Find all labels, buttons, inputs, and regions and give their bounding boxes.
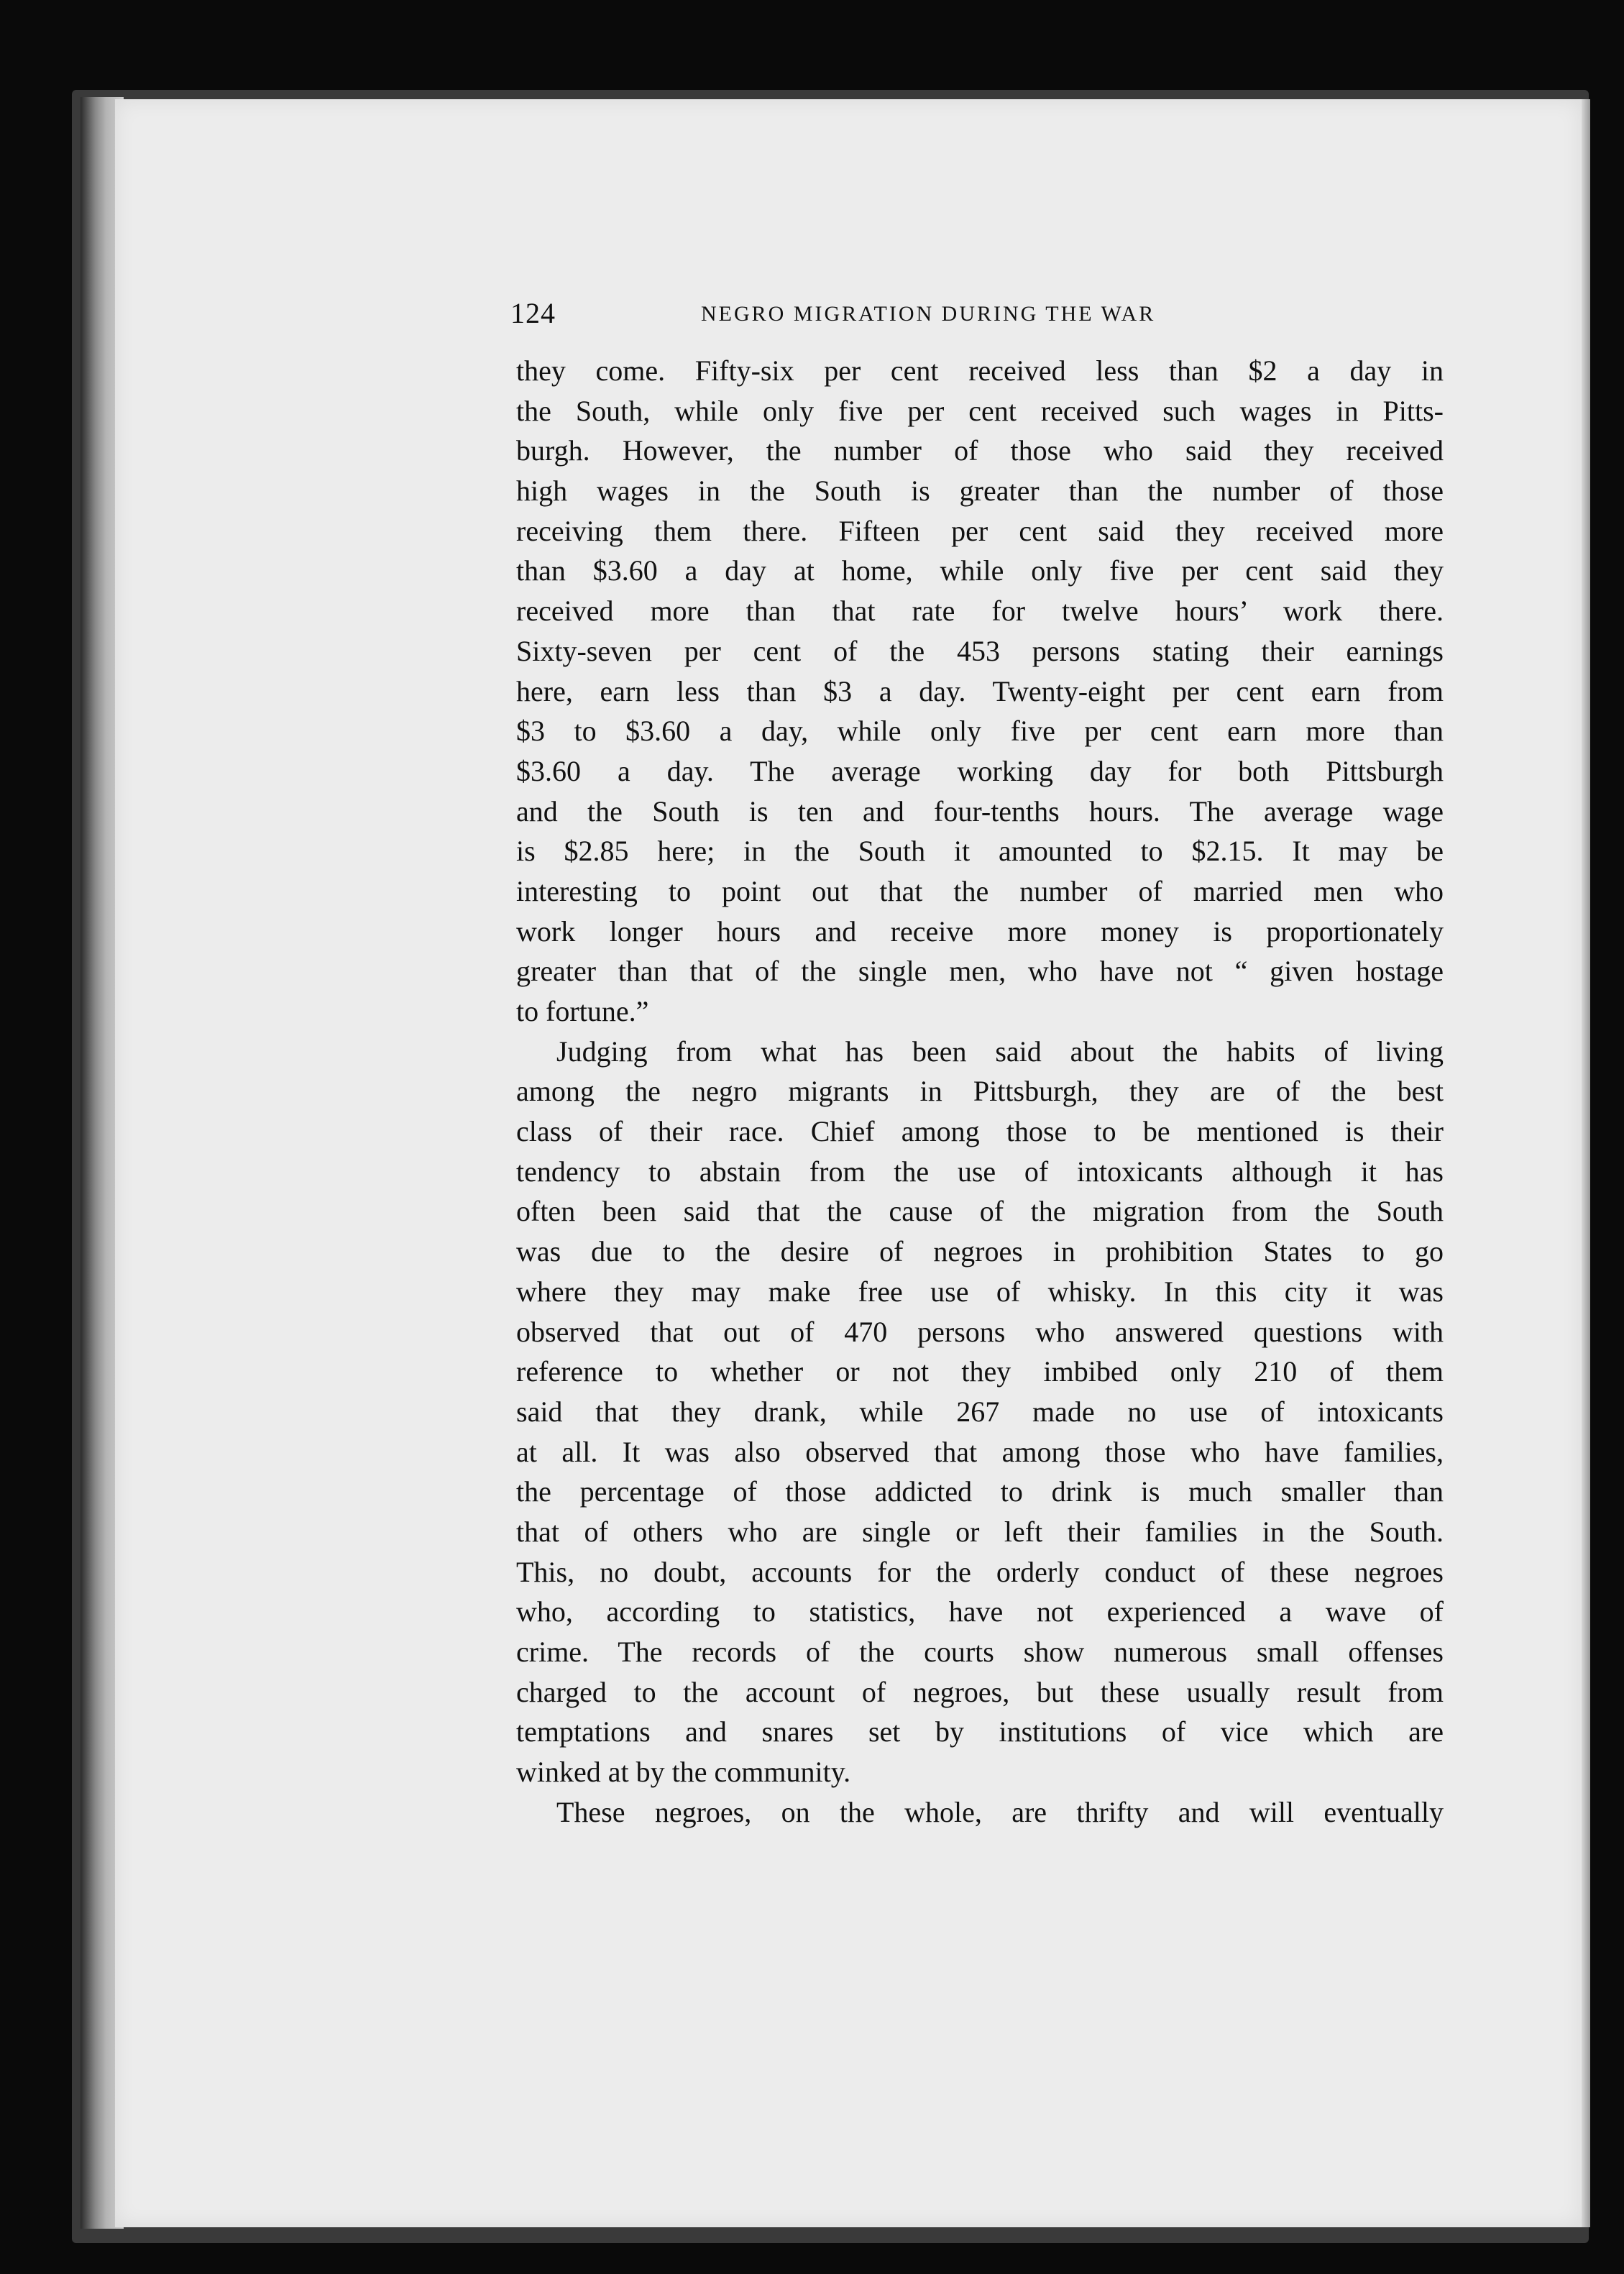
paragraph-start-line: These negroes, on the whole, are thrifty and will eventually — [556, 1795, 1444, 1828]
body-text — [516, 351, 1444, 1832]
text-line: the South, while only five per cent received such wages in Pitts- — [516, 394, 1444, 427]
text-line: where they may make free use of whisky. In this city it was — [516, 1275, 1444, 1308]
text-line: among the negro migrants in Pittsburgh, they are of the best — [516, 1075, 1444, 1108]
text-line: received more than that rate for twelve hours’ work there. — [516, 595, 1444, 628]
text-line: receiving them there. Fifteen per cent said they received more — [516, 514, 1444, 547]
paragraph-start-line: Judging from what has been said about the habits of living — [556, 1035, 1444, 1068]
text-line: here, earn less than $3 a day. Twenty-eight per cent earn from — [516, 674, 1444, 707]
text-line: burgh. However, the number of those who said they received — [516, 434, 1444, 467]
text-line: and the South is ten and four-tenths hours. The average wage — [516, 794, 1444, 827]
text-line: often been said that the cause of the migration from the South — [516, 1195, 1444, 1228]
running-title: NEGRO MIGRATION DURING THE WAR — [701, 302, 1156, 326]
text-line: to fortune.” — [516, 995, 649, 1027]
text-line: said that they drank, while 267 made no use of intoxicants — [516, 1395, 1444, 1428]
text-line: observed that out of 470 persons who answered questions with — [516, 1315, 1444, 1348]
text-line: Sixty-seven per cent of the 453 persons stating their earnings — [516, 634, 1444, 667]
page-right-edge — [1582, 99, 1590, 2227]
text-line: interesting to point out that the number of married men who — [516, 874, 1444, 907]
text-line: charged to the account of negroes, but these usually result from — [516, 1675, 1444, 1708]
page-number: 124 — [510, 297, 556, 329]
text-line: they come. Fifty-six per cent received less than $2 a day in — [516, 354, 1444, 387]
page-header — [510, 296, 1445, 336]
text-line: is $2.85 here; in the South it amounted to $2.15. It may be — [516, 835, 1444, 868]
text-line: was due to the desire of negroes in prohibition States to go — [516, 1235, 1444, 1268]
text-line: temptations and snares set by institutions of vice which are — [516, 1715, 1444, 1748]
text-line: at all. It was also observed that among those who have families, — [516, 1435, 1444, 1468]
text-line: work longer hours and receive more money is proportionately — [516, 914, 1444, 948]
text-line: winked at by the community. — [516, 1756, 851, 1789]
text-line: high wages in the South is greater than the number of those — [516, 474, 1444, 508]
text-line: This, no doubt, accounts for the orderly conduct of these negroes — [516, 1555, 1444, 1588]
text-line: crime. The records of the courts show numerous small offenses — [516, 1636, 1444, 1668]
text-line: $3 to $3.60 a day, while only five per cent earn more than — [516, 715, 1444, 748]
text-line: the percentage of those addicted to drink is much smaller than — [516, 1475, 1444, 1508]
text-line: reference to whether or not they imbibed only 210 of them — [516, 1355, 1444, 1388]
text-line: tendency to abstain from the use of intoxicants although it has — [516, 1155, 1444, 1188]
text-line: $3.60 a day. The average working day for both Pittsburgh — [516, 754, 1444, 787]
text-line: than $3.60 a day at home, while only five per cent said they — [516, 554, 1444, 587]
text-line: greater than that of the single men, who have not “ given hostage — [516, 955, 1444, 988]
text-line: who, according to statistics, have not experienced a wave of — [516, 1595, 1444, 1628]
text-line: class of their race. Chief among those to be mentioned is their — [516, 1115, 1444, 1148]
text-line: that of others who are single or left their families in the South. — [516, 1515, 1444, 1548]
